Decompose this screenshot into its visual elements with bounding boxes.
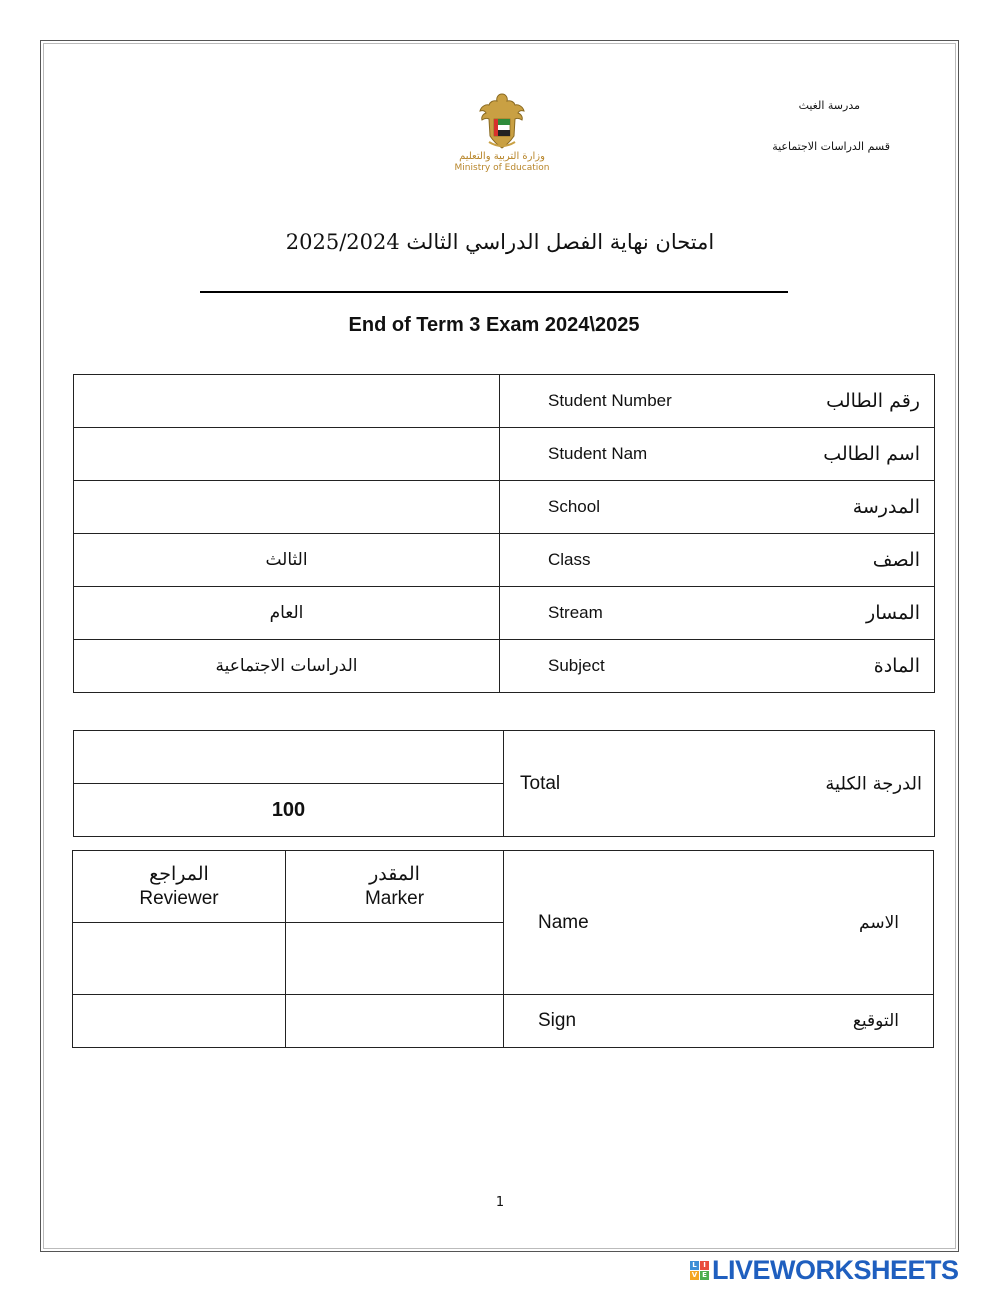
stream-label: [500, 587, 935, 640]
student-info-table: [73, 374, 935, 693]
logo-tile-l: L: [690, 1261, 699, 1270]
reviewer-header: [73, 851, 286, 923]
student-number-row: [74, 375, 935, 428]
label-english: School: [548, 497, 600, 516]
label-english: Student Nam: [548, 444, 648, 463]
total-label-english: Total: [520, 772, 561, 794]
sign-label-cell: [504, 995, 934, 1048]
label-arabic: المسار: [866, 602, 920, 624]
sign-label-arabic: التوقيع: [852, 1011, 899, 1031]
score-field[interactable]: [74, 731, 504, 784]
name-label-english: Name: [538, 911, 589, 933]
student-number-value[interactable]: [74, 375, 500, 428]
sign-label-english: Sign: [538, 1010, 577, 1031]
label-english: Student Number: [548, 391, 672, 410]
class-label: [500, 534, 935, 587]
name-label-arabic: الاسم: [859, 912, 899, 933]
ministry-name-english: Ministry of Education: [454, 163, 550, 173]
school-label: [500, 481, 935, 534]
label-english: Subject: [548, 656, 605, 675]
student-name-label: [500, 428, 935, 481]
school-row: [74, 481, 935, 534]
ministry-logo: [440, 92, 564, 194]
logo-tile-e: E: [700, 1271, 709, 1280]
label-arabic: المادة: [873, 655, 920, 677]
logo-tile-i: I: [700, 1261, 709, 1270]
reviewer-label-arabic: المراجع: [149, 863, 209, 885]
reviewer-name-field[interactable]: [73, 923, 286, 995]
subject-value: الدراسات الاجتماعية: [74, 640, 500, 693]
exam-title-english: End of Term 3 Exam 2024\2025: [348, 314, 640, 336]
total-label-arabic: الدرجة الكلية: [825, 773, 922, 794]
department-name: قسم الدراسات الاجتماعية: [772, 140, 890, 153]
reviewer-label-english: Reviewer: [139, 887, 219, 909]
page-number: 1: [495, 1195, 505, 1210]
marker-label-arabic: المقدر: [369, 863, 420, 885]
subject-label: [500, 640, 935, 693]
total-label-cell: [504, 731, 935, 837]
exam-title-arabic: امتحان نهاية الفصل الدراسي الثالث 2025/2024: [285, 230, 715, 254]
eagle-emblem-icon: [477, 92, 527, 150]
max-score: 100: [74, 784, 504, 837]
subject-row: [74, 640, 935, 693]
marker-name-field[interactable]: [286, 923, 504, 995]
student-number-label: [500, 375, 935, 428]
label-arabic: الصف: [872, 549, 920, 571]
class-value: الثالث: [74, 534, 500, 587]
marker-label-english: Marker: [364, 887, 425, 909]
stream-value: العام: [74, 587, 500, 640]
label-english: Class: [548, 550, 591, 569]
class-row: [74, 534, 935, 587]
school-name: مدرسة الغيث: [798, 99, 860, 112]
name-label-cell: [504, 851, 934, 995]
student-name-row: [74, 428, 935, 481]
marker-sign-field[interactable]: [286, 995, 504, 1048]
reviewer-sign-field[interactable]: [73, 995, 286, 1048]
stream-row: [74, 587, 935, 640]
watermark-text: LIVEWORKSHEETS: [712, 1254, 959, 1285]
label-arabic: اسم الطالب: [823, 443, 920, 465]
label-arabic: المدرسة: [852, 496, 920, 518]
label-english: Stream: [548, 603, 603, 622]
liveworksheets-logo-icon: [690, 1261, 709, 1280]
liveworksheets-watermark[interactable]: [690, 1256, 959, 1284]
total-score-table: [73, 730, 935, 837]
marker-header: [286, 851, 504, 923]
logo-tile-v: V: [691, 1270, 698, 1279]
signature-table: [72, 850, 934, 1048]
label-arabic: رقم الطالب: [826, 390, 920, 412]
ministry-name-arabic: وزارة التربية والتعليم: [459, 151, 545, 162]
title-divider: [200, 291, 788, 293]
student-name-value[interactable]: [74, 428, 500, 481]
school-value[interactable]: [74, 481, 500, 534]
